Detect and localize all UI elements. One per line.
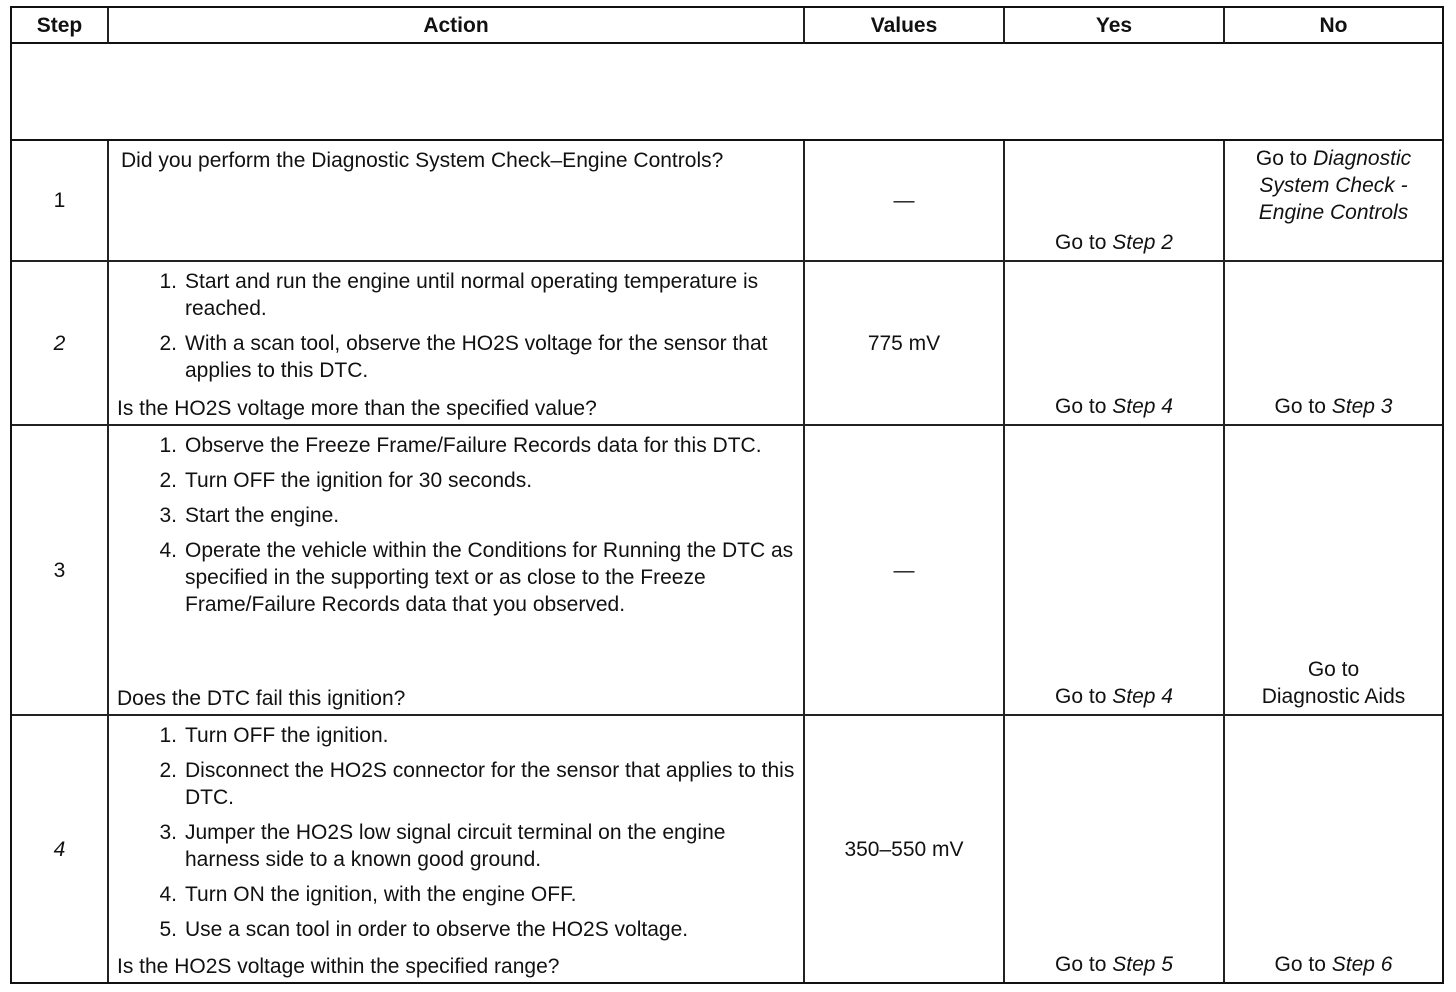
header-no: No [1225, 8, 1442, 44]
step-number-1: 1 [12, 141, 109, 262]
action-step-3 [109, 426, 805, 716]
list-item: 3. Jumper the HO2S low signal circuit terminal on the engine harness side to a known good ground. [159, 821, 726, 871]
diagnostic-table [10, 6, 1444, 984]
no-link-step-4[interactable]: Step 6 [1331, 953, 1393, 976]
value-step-3: — [805, 426, 1005, 716]
list-item: 2. With a scan tool, observe the HO2S voltage for the sensor that applies to this DTC. [159, 332, 768, 382]
list-item: 4. Turn ON the ignition, with the engine OFF. [159, 883, 577, 906]
yes-step-1: Go to Step 2 [1005, 141, 1225, 262]
header-step: Step [12, 8, 109, 44]
question-step-1: Did you perform the Diagnostic System Check–Engine Controls? [121, 149, 724, 172]
step-number-3: 3 [12, 426, 109, 716]
question-step-2: Is the HO2S voltage more than the specified value? [117, 397, 597, 420]
list-item: 4. Operate the vehicle within the Conditions for Running the DTC as specified in the supporting text or as close to the Freeze Frame/Failure Records data that you observed. [159, 539, 794, 616]
no-step-1: Go to Diagnostic System Check - Engine Controls [1225, 141, 1442, 262]
header-values: Values [805, 8, 1005, 44]
action-step-1 [109, 141, 805, 262]
list-item: 5. Use a scan tool in order to observe the HO2S voltage. [159, 918, 689, 941]
value-step-1: — [805, 141, 1005, 262]
value-step-2: 775 mV [805, 262, 1005, 426]
yes-step-3: Go to Step 4 [1005, 426, 1225, 716]
no-link-step-2[interactable]: Step 3 [1331, 395, 1393, 418]
no-step-4: Go to Step 6 [1274, 953, 1393, 976]
list-item: 1. Observe the Freeze Frame/Failure Records data for this DTC. [159, 434, 762, 457]
list-item: 1. Turn OFF the ignition. [159, 724, 389, 747]
action-step-4 [109, 716, 805, 982]
step-number-2: 2 [12, 262, 109, 426]
value-step-4: 350–550 mV [805, 716, 1005, 982]
list-item: 2. Disconnect the HO2S connector for the sensor that applies to this DTC. [159, 759, 795, 809]
blank-row [12, 44, 1442, 141]
yes-link-step-2[interactable]: Step 4 [1112, 395, 1173, 418]
yes-step-4: Go to Step 5 [1005, 716, 1225, 982]
yes-link-step-3[interactable]: Step 4 [1112, 685, 1173, 708]
no-link-step-3[interactable]: Go to Diagnostic Aids [1261, 658, 1406, 708]
list-item: 1. Start and run the engine until normal operating temperature is reached. [159, 270, 759, 320]
question-step-4: Is the HO2S voltage within the specified range? [117, 955, 560, 978]
header-action: Action [109, 8, 805, 44]
action-step-2 [109, 262, 805, 426]
list-item: 2. Turn OFF the ignition for 30 seconds. [159, 469, 533, 492]
no-step-3 [1225, 426, 1442, 716]
no-link-step-1[interactable]: Go to Diagnostic [1255, 147, 1412, 170]
no-step-2: Go to Step 3 [1225, 262, 1442, 426]
step-number-4: 4 [12, 716, 109, 982]
yes-link-step-4[interactable]: Step 5 [1112, 953, 1173, 976]
yes-step-2: Go to Step 4 [1005, 262, 1225, 426]
yes-link-step-1[interactable]: Step 2 [1112, 231, 1173, 254]
list-item: 3. Start the engine. [159, 504, 340, 527]
header-yes: Yes [1005, 8, 1225, 44]
question-step-3: Does the DTC fail this ignition? [117, 687, 406, 710]
